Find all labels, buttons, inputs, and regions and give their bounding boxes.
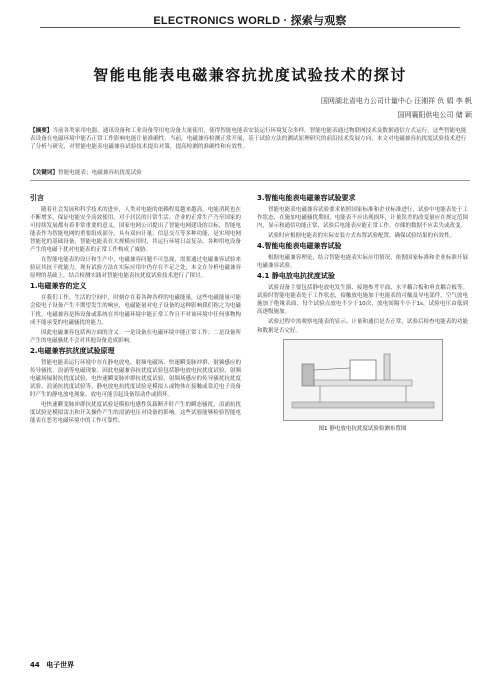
abstract (30, 128, 470, 151)
meter-under-test-shape (350, 360, 376, 380)
section-4-heading: 4.智能电能表电磁兼容试验 (257, 242, 342, 251)
journal-title: ELECTRONICS WORLD · 探索与观察 (153, 15, 347, 27)
left-column (30, 192, 241, 427)
section-4-paragraph-1: 根据电磁兼容理论，结合智能电能表实际应用情况，依据国家标准和企业标准开展电磁兼容试验。 (257, 255, 468, 270)
section-1-heading: 1.电磁兼容的定义 (30, 282, 87, 291)
section-4-1-paragraph-1: 试验设备主要包括静电放电发生器、接地参考平面、水平耦合板和垂直耦合板等。试验时智能电能表处于工作状态，接触放电施加于电能表的可触及导电部件，空气放电施加于绝缘表面，每个试验点放电不少于10次，放电间隔不小于1s，试验电压由低到高逐级施加。 (257, 285, 468, 316)
discharge-cable (314, 368, 350, 370)
intro-paragraph-2: 在智能电能表的设计和生产中，电磁兼容问题不可忽视，需要通过电磁兼容试验来验证其抗干扰能力。现有试验方法在实际应用中仍存在不足之处，本文在分析电磁兼容原理的基础上，结合检测实践对智能电能表抗扰度试验技术进行了探讨。 (30, 257, 241, 280)
abstract-divider (30, 180, 470, 181)
page-number: 44 (30, 661, 40, 669)
affiliation-2: 国网襄阳供电公司 储 颖 (397, 111, 472, 119)
section-4-1-heading: 4.1 静电放电抗扰度试验 (257, 272, 335, 281)
keywords-label: 【关键词】 (30, 170, 58, 176)
figure-1-image (283, 339, 443, 421)
vertical-coupling-plane (384, 354, 390, 380)
abstract-text: 当前各类家用电器、通讯设备和工业设备等用电设备大量使用，使得智能电能表安装运行环境复杂多样。智能电能表通过物联网技术及数据通信方式运行，这些智能电能表设备在电磁环境中能否正常工作影响电能计量准确性。当前，电磁兼容检测正常开展，基于试验方法的测试原理研究的前沿技术发展方向，本文对电磁兼容抗扰度试验技术进行了分析与研究，对智能电能表电磁兼容试验技术提出对策，提高检测的准确性和有效性。 (30, 128, 467, 150)
esd-generator-shape (302, 364, 314, 386)
intro-paragraph-1: 随着社会发展和科学技术的进步，人类对电能的依赖程度越来越高。电能消耗也在不断增多，保证电能安全高效使用，对于居民的日常生活、企业的正常生产乃至国家的可持续发展都有着非常重要的意义。国家电网公司提出了智能电网建设的目标，智能电能表作为智能电网的重要组成部分，具有双向计量、信息交互等多种功能，是实现电网智能化的基础设备。智能电能表在大规模应用时，其运行环境日益复杂，各种用电设备产生的电磁干扰对电能表的正常工作构成了威胁。 (30, 207, 241, 254)
right-column (257, 192, 468, 432)
figure-1-caption: 图1 静电放电抗扰度试验检测布置图 (318, 425, 407, 432)
keywords-text: 智能电能表；电磁兼容抗扰度试验 (57, 170, 142, 176)
header-rule (40, 27, 460, 28)
section-3-paragraph-1: 智能电能表电磁兼容试验要求依照国家标准和企业标准进行，试验中电能表处于工作状态，在施加电磁骚扰期间，电能表不应出现损坏，计量误差的改变量应在规定范围内，显示和通信功能正常，试验后电能表应能正常工作，存储的数据不应丢失或改变。 (257, 207, 468, 230)
ground-plane-shape (292, 402, 434, 408)
section-3-paragraph-2: 试验时应根据电能表的实际安装方式布置试验配置，确保试验结果的有效性。 (268, 233, 456, 240)
table-top-shape (314, 380, 412, 386)
section-1-paragraph-2: 因此电磁兼容包括两方面的含义：一是设备在电磁环境中能正常工作；二是设备所产生的电磁骚扰不会对其他设备造成影响。 (30, 329, 241, 344)
test-setup-diagram (284, 340, 442, 420)
section-2-paragraph-1: 智能电能表运行环境中存在静电放电、射频电磁场、快速瞬变脉冲群、射频感应的传导骚扰、浪涌等电磁现象。因此电磁兼容抗扰度试验包括静电放电抗扰度试验、射频电磁场辐射抗扰度试验、电快速瞬变脉冲群抗扰度试验、射频场感应的传导骚扰抗扰度试验、浪涌抗扰度试验等。静电放电抗扰度试验是模拟人或物体在接触或靠近电子设备时产生的静电放电现象，放电可能引起设备误动作或损坏。 (30, 359, 241, 398)
section-2-paragraph-2: 电快速瞬变脉冲群抗扰度试验是模拟电感性负载断开时产生的瞬态骚扰，浪涌抗扰度试验是模拟雷击和开关操作产生的浪涌电压对设备的影响。这些试验能够检验智能电能表在恶劣电磁环境中的工作可靠性。 (30, 401, 241, 425)
page-footer (30, 660, 74, 670)
section-3-heading: 3.智能电能表电磁兼容试验要求 (257, 194, 356, 202)
keywords (30, 168, 470, 176)
abstract-label: 【摘要】 (30, 128, 53, 134)
section-1-paragraph-1: 在我们工作、生活的空间中，时刻存在着各种各样的电磁能量，这些电磁能量可能会使电子设备产生不期望发生的响应，电磁能量对电子设备的这种影响我们称之为电磁干扰。电磁兼容是指设备或系统在其电磁环境中能正常工作且不对该环境中任何事物构成不能承受的电磁骚扰的能力。 (30, 295, 241, 326)
section-4-1-paragraph-2: 试验过程中需观察电能表的显示、计量和通信是否正常，试验后检查电能表的功能和数据是否完好。 (257, 319, 468, 334)
affiliation-1: 国网湖北省电力公司计量中心 汪湘祥 仇 娟 李 帆 (320, 97, 472, 105)
journal-masthead (0, 0, 500, 34)
section-2-heading: 2.电磁兼容抗扰度试验原理 (30, 346, 115, 355)
intro-heading: 引言 (30, 194, 44, 202)
footer-journal-name: 电子世界 (46, 661, 75, 669)
article-title: 智能电能表电磁兼容抗扰度试验技术的探讨 (93, 66, 407, 84)
